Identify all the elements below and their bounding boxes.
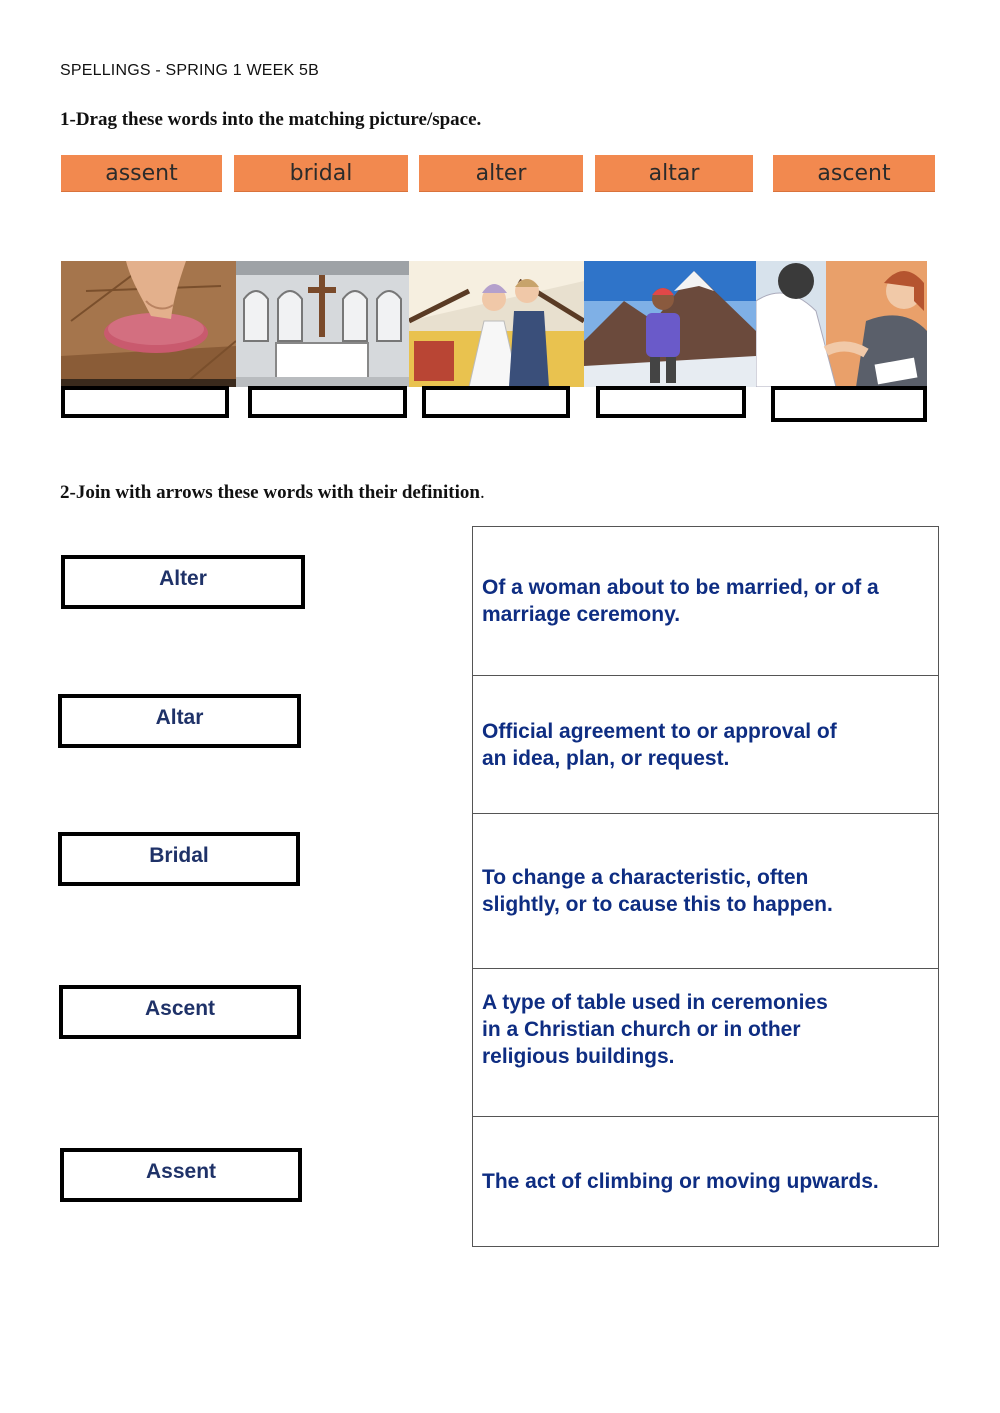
- definition-cell-5[interactable]: [473, 1116, 938, 1246]
- definition-text-1: Of a woman about to be married, or of a marriage ceremony.: [482, 576, 879, 626]
- drop-box-5[interactable]: [771, 386, 927, 422]
- word-chip-bridal[interactable]: bridal: [234, 155, 408, 191]
- definitions-table: [472, 526, 939, 1247]
- definition-text-5: The act of climbing or moving upwards.: [482, 1170, 879, 1193]
- drop-box-4[interactable]: [596, 386, 746, 418]
- page-header: SPELLINGS - SPRING 1 WEEK 5B: [60, 62, 320, 79]
- picture-handshake: [756, 261, 927, 387]
- word-box-alter[interactable]: Alter: [61, 555, 305, 609]
- picture-mountain-hiker: [584, 261, 756, 387]
- question-2-text: 2-Join with arrows these words with their definition: [60, 482, 480, 503]
- word-box-ascent[interactable]: Ascent: [59, 985, 301, 1039]
- definition-text-4: A type of table used in ceremonies in a Christian church or in other religious buildings.: [482, 991, 828, 1068]
- definition-text-2: Official agreement to or approval of an idea, plan, or request.: [482, 719, 837, 770]
- definition-cell-2[interactable]: [473, 675, 938, 813]
- word-chip-assent[interactable]: assent: [61, 155, 222, 191]
- picture-church-altar: [236, 261, 409, 387]
- definition-text-3: To change a characteristic, often slightly, or to cause this to happen.: [482, 866, 833, 916]
- word-chip-altar[interactable]: altar: [595, 155, 753, 191]
- drop-box-3[interactable]: [422, 386, 570, 418]
- picture-bride-groom: [409, 261, 584, 387]
- word-box-bridal[interactable]: Bridal: [58, 832, 300, 886]
- drop-box-1[interactable]: [61, 386, 229, 418]
- question-2-instruction: [60, 482, 485, 504]
- word-box-altar[interactable]: Altar: [58, 694, 301, 748]
- question-2-period: .: [479, 482, 485, 503]
- definition-cell-1[interactable]: [473, 527, 938, 675]
- word-chip-ascent[interactable]: ascent: [773, 155, 935, 191]
- definition-cell-3[interactable]: [473, 813, 938, 968]
- definition-cell-4[interactable]: [473, 968, 938, 1116]
- picture-clay-hands: [61, 261, 236, 387]
- word-box-assent[interactable]: Assent: [60, 1148, 302, 1202]
- drop-box-2[interactable]: [248, 386, 407, 418]
- word-chip-alter[interactable]: alter: [419, 155, 583, 191]
- question-1-instruction: 1-Drag these words into the matching picture/space.: [60, 109, 482, 130]
